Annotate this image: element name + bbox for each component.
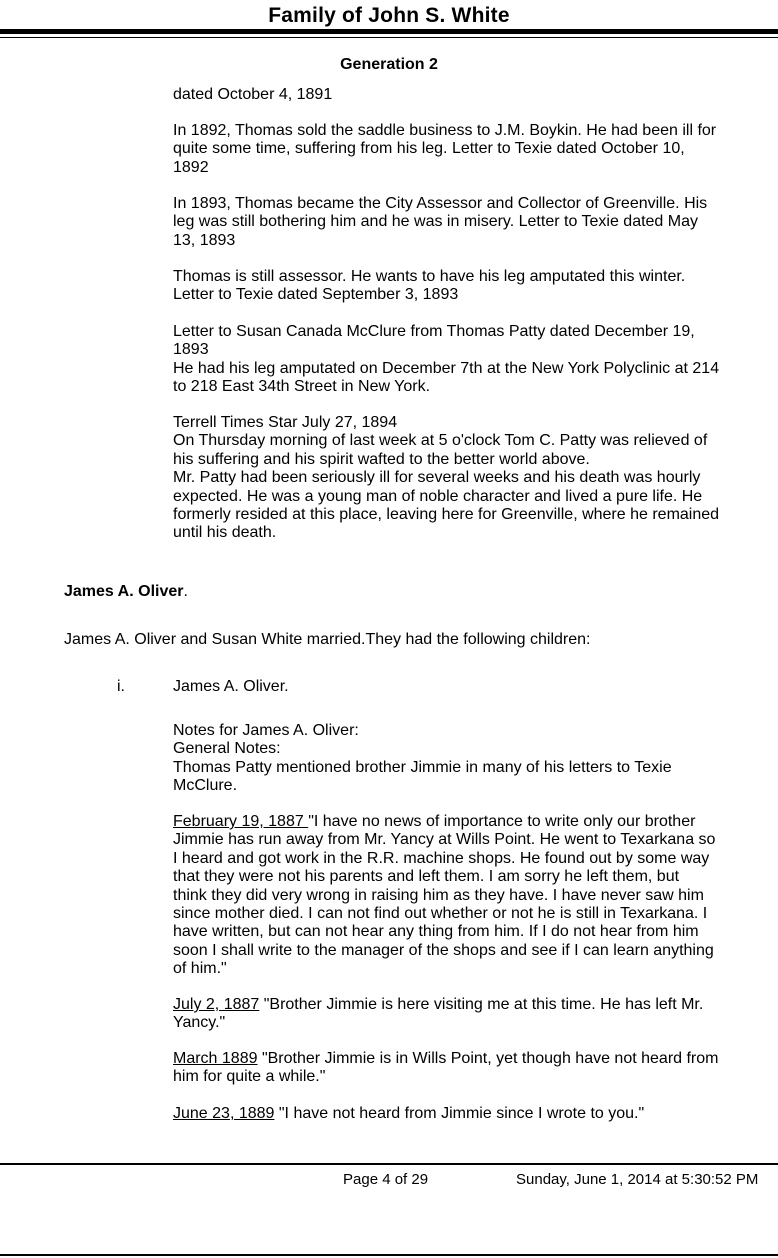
note-paragraph-3: In 1893, Thomas became the City Assessor and Collector of Greenville. His leg was still bothering him and he was in misery. Letter to Texie dated May 13, 1893 xyxy=(173,195,708,249)
letter-date: February 19, 1887 xyxy=(173,813,309,830)
letter-text: "Brother Jimmie is here visiting me at this time. He has left Mr. Yancy." xyxy=(173,996,704,1032)
footer-timestamp: Sunday, June 1, 2014 at 5:30:52 PM xyxy=(516,1171,759,1188)
page-number: Page 4 of 29 xyxy=(343,1171,429,1188)
note-paragraph-1: dated October 4, 1891 xyxy=(173,86,333,103)
child-number: i. xyxy=(117,678,125,695)
letter-date: June 23, 1889 xyxy=(173,1105,275,1122)
letter-text: "I have no news of importance to write only our brother Jimmie has run away from Mr. Yancy at Wills Point. He went to Texarkana so I heard and got work in the R.R. machine shops. He found out by some way that they were not his parents and left them. I am sorry he left them, but think they did very wrong in raising him as they have. I have never saw him since mother died. I can not find out whether or not he is still in Texarkana. I have written, but can not hear any thing from him. If I do not hear from him soon I shall write to the manager of the shops and see if I can learn anything of him." xyxy=(173,813,716,978)
child-name: James A. Oliver. xyxy=(173,678,289,695)
note-paragraph-4: Thomas is still assessor. He wants to have his leg amputated this winter. Letter to Texie dated September 3, 1893 xyxy=(173,268,686,304)
letter-text: "I have not heard from Jimmie since I wrote to you." xyxy=(274,1105,645,1122)
note-paragraph-2: In 1892, Thomas sold the saddle business to J.M. Boykin. He had been ill for quite some time, suffering from his leg. Letter to Texie dated October 10, 1892 xyxy=(173,122,717,176)
letter-text: "Brother Jimmie is in Wills Point, yet though have not heard from him for quite a while." xyxy=(173,1050,719,1086)
letter-date: July 2, 1887 xyxy=(173,996,260,1013)
header-rule-thin xyxy=(0,37,778,38)
letter-entry xyxy=(173,813,773,979)
note-paragraph-6: Terrell Times Star July 27, 1894 On Thursday morning of last week at 5 o'clock Tom C. Patty was relieved of his suffering and his spirit wafted to the better world above. Mr. Patty had been seriously ill for several weeks and his death was hourly expected. He was a young man of noble character and lived a pure life. He formerly resided at this place, leaving here for Greenville, where he remained until his death. xyxy=(173,414,720,542)
note-paragraph-5: Letter to Susan Canada McClure from Thomas Patty dated December 19, 1893 He had his leg amputated on December 7th at the New York Polyclinic at 214 to 218 East 34th Street in New York. xyxy=(173,323,720,396)
letter-entry xyxy=(173,1105,773,1123)
page-title: Family of John S. White xyxy=(268,4,510,27)
letter-entry xyxy=(173,1050,773,1087)
generation-heading: Generation 2 xyxy=(340,56,438,73)
letter-date: March 1889 xyxy=(173,1050,258,1067)
person-name-suffix: . xyxy=(183,583,188,600)
child-notes-header: Notes for James A. Oliver: General Notes: Thomas Patty mentioned brother Jimmie in many of his letters to Texie McClure. xyxy=(173,722,672,795)
footer-rule xyxy=(0,1163,778,1165)
marriage-statement: James A. Oliver and Susan White married.They had the following children: xyxy=(64,631,591,648)
person-heading xyxy=(64,582,188,601)
letter-entry xyxy=(173,996,773,1033)
bottom-rule xyxy=(0,1254,778,1256)
header-rule-thick xyxy=(0,29,778,34)
person-name: James A. Oliver xyxy=(64,583,184,600)
